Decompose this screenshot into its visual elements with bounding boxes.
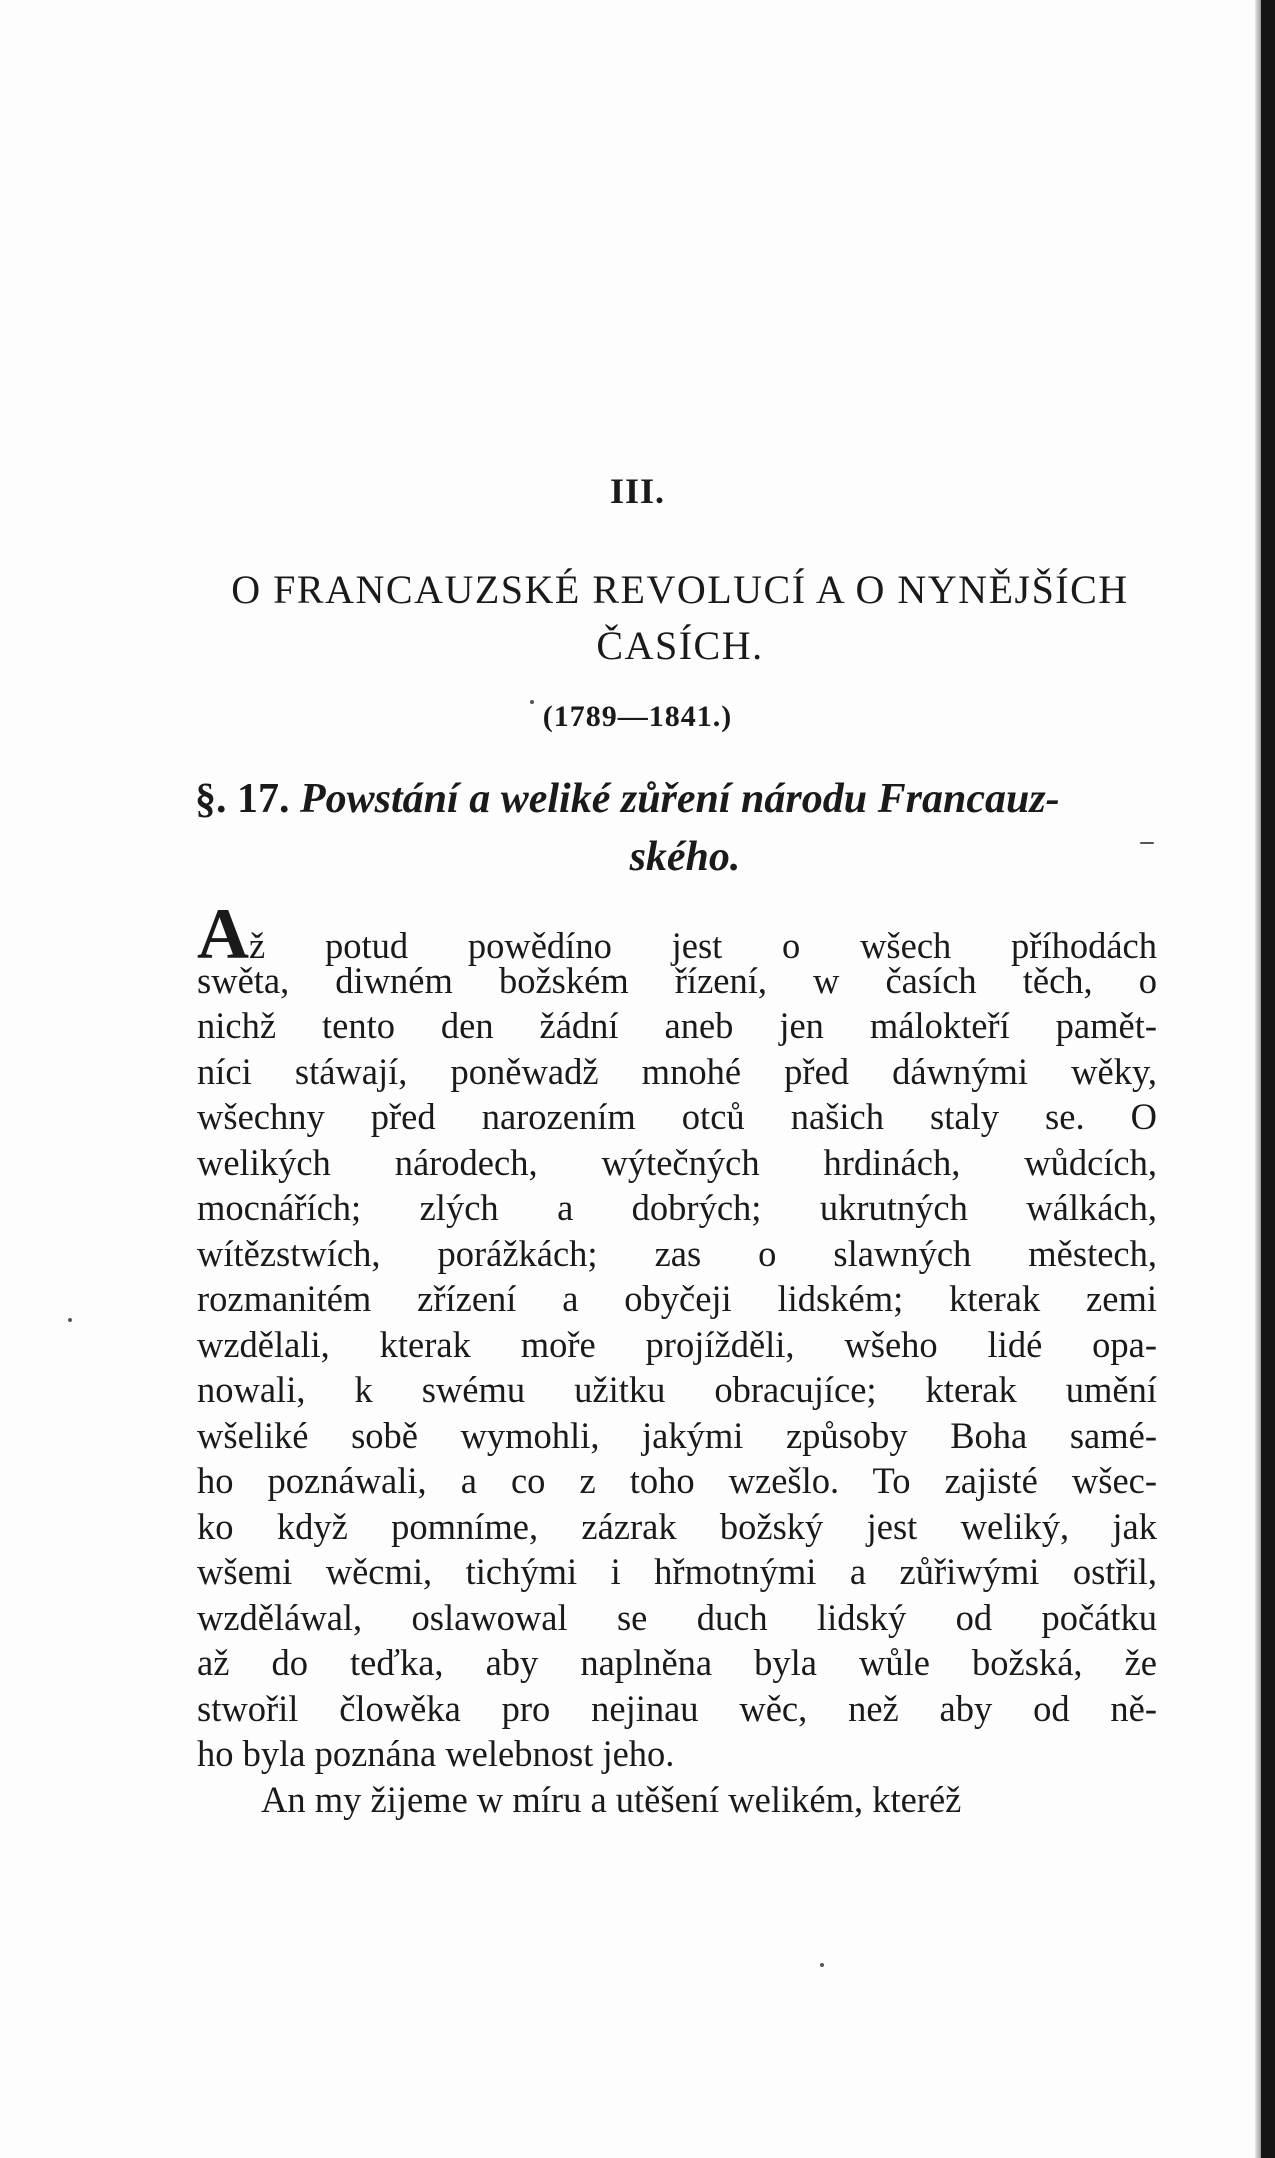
text-line: swěta, diwném božském řízení, w časích těch, o <box>197 959 1157 1001</box>
text-line: nowali, k swému užitku obracujíce; kterak umění <box>197 1369 1157 1410</box>
page-edge-binding <box>1261 0 1275 2158</box>
text-line: welikých národech, wýtečných hrdinách, wůdcích, <box>197 1141 1157 1183</box>
chapter-dates: (1789—1841.) <box>542 700 733 733</box>
chapter-title <box>180 562 1180 674</box>
text-line: wšeliké sobě wymohli, jakými způsoby Boha samé- <box>197 1414 1157 1456</box>
body-paragraph <box>197 894 1157 1822</box>
text-line: ho byla poznána welebnost jeho. <box>197 1733 675 1774</box>
text-line: rozmanitém zřízení a obyčeji lidském; kterak zemi <box>197 1278 1157 1319</box>
text-line: Až potud powědíno jest o wšech příhodách <box>197 894 1157 974</box>
print-speck <box>1140 842 1154 844</box>
text-line: až do teďka, aby naplněna byla wůle božská, že <box>197 1642 1157 1683</box>
section-heading <box>195 770 1155 886</box>
text-line: wzděláwal, oslawowal se duch lidský od počátku <box>197 1596 1157 1638</box>
text-line: stwořil člowěka pro nejinau wěc, než aby od ně- <box>197 1687 1157 1729</box>
text-line: wšechny před narozením otců našich staly se. O <box>197 1096 1157 1137</box>
section-title-line2: ského. <box>629 834 741 880</box>
text-line: ko když pomníme, zázrak božský jest weliký, jak <box>197 1505 1157 1547</box>
print-speck <box>68 1318 72 1322</box>
text-line: wzdělali, kterak moře projížděli, wšeho lidé opa- <box>197 1323 1157 1365</box>
chapter-number: III. <box>609 471 666 511</box>
next-paragraph-line: An my žijeme w míru a utěšení welikém, kteréž <box>261 1778 962 1820</box>
text-line: mocnářích; zlých a dobrých; ukrutných wálkách, <box>197 1187 1157 1228</box>
print-speck <box>530 700 534 704</box>
chapter-title-line2: ČASÍCH. <box>596 623 764 668</box>
text-line: wítězstwích, porážkách; zas o slawných městech, <box>197 1232 1157 1274</box>
section-title-line1: Powstání a weliké zůření národu Francauz- <box>300 776 1060 822</box>
section-number: §. 17. <box>195 776 290 822</box>
drop-cap: A <box>197 894 249 974</box>
print-speck <box>820 1963 824 1967</box>
chapter-title-line1: O FRANCAUZSKÉ REVOLUCÍ A O NYNĚJŠÍCH <box>231 567 1129 612</box>
text-line: níci stáwají, poněwadž mnohé před dáwnými wěky, <box>197 1050 1157 1092</box>
text-line: nichž tento den žádní aneb jen málokteří pamět- <box>197 1005 1157 1046</box>
text-line: wšemi wěcmi, tichými i hřmotnými a zůřiwými ostřil, <box>197 1551 1157 1592</box>
text-line: ho poznáwali, a co z toho wzešlo. To zajisté wšec- <box>197 1460 1157 1501</box>
